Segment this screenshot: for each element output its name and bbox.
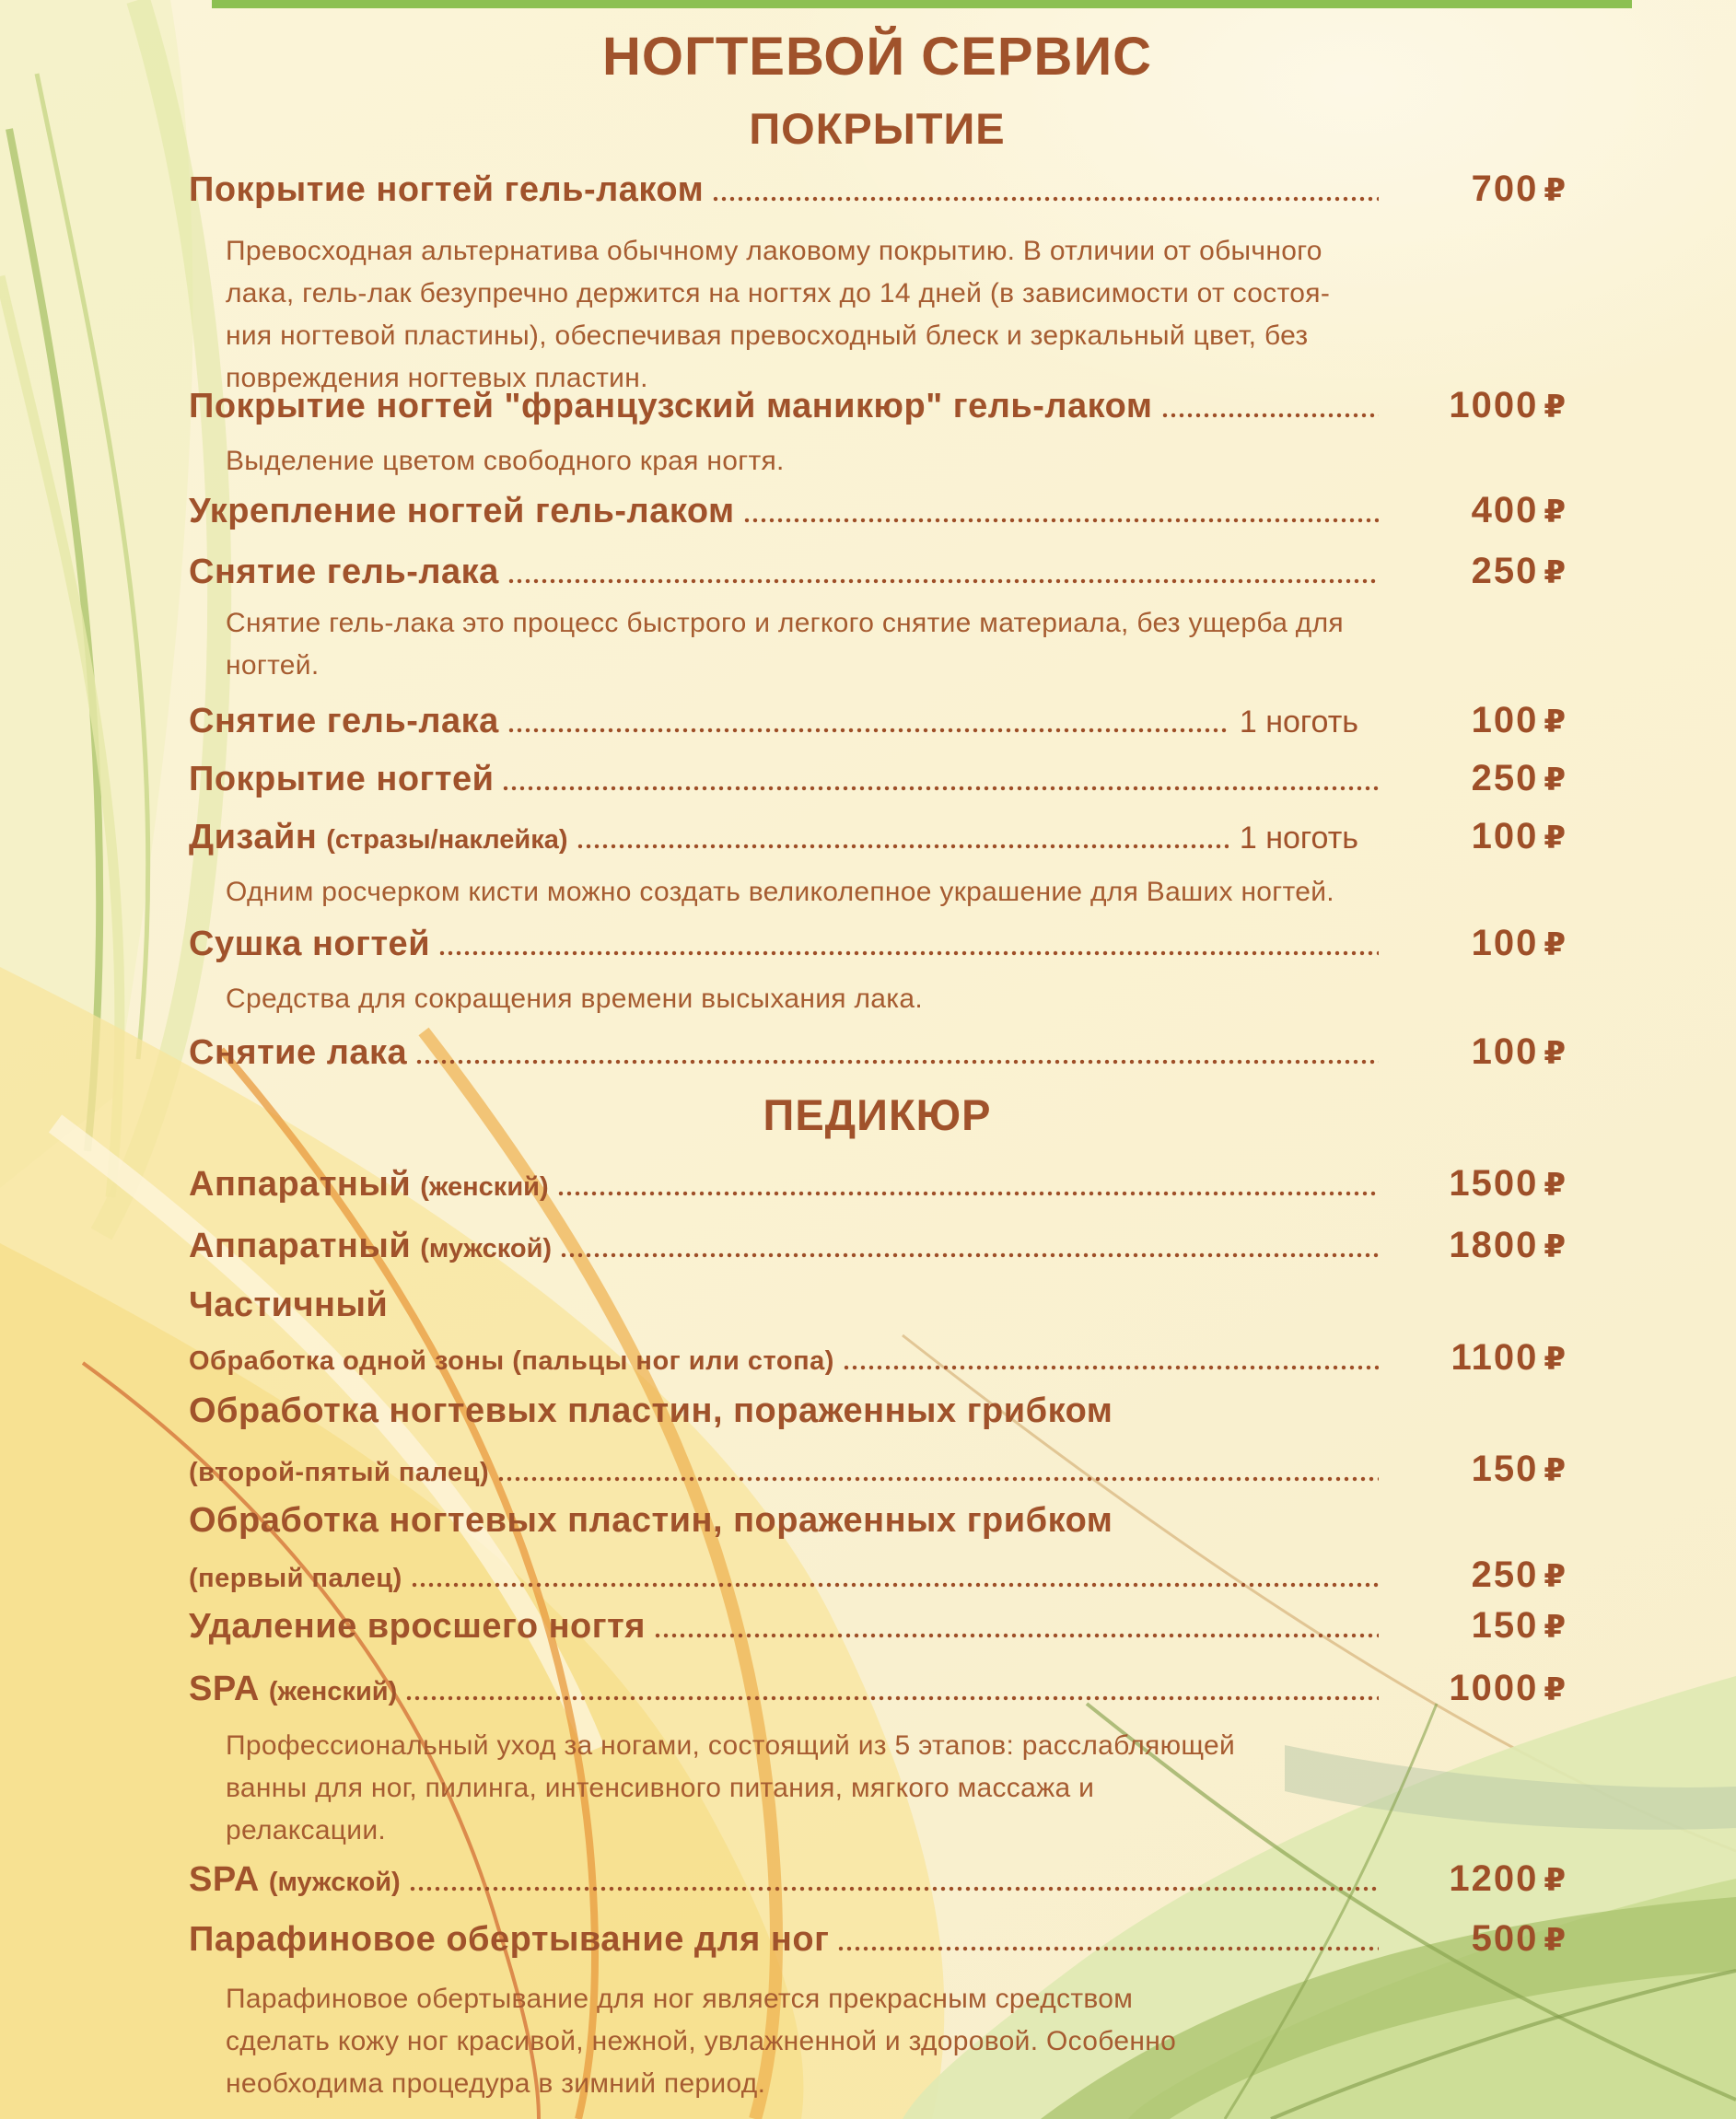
ruble-sign: ₽: [1544, 1609, 1566, 1646]
menu-item-row: [189, 551, 1566, 592]
item-qualifier: (мужской): [268, 1868, 401, 1897]
price-value: 1000: [1449, 1668, 1539, 1708]
ruble-sign: ₽: [1544, 1922, 1566, 1959]
menu-item-row: [189, 1918, 1566, 1960]
item-title: Обработка ногтевых пластин, пораженных грибком: [189, 1501, 1113, 1540]
dotted-leader: [412, 1582, 1379, 1588]
item-price: [1386, 1858, 1566, 1900]
item-price: [1386, 816, 1566, 857]
dotted-leader: [713, 196, 1379, 202]
description-line: ванны для ног, пилинга, интенсивного питания, мягкого массажа и: [226, 1773, 1095, 1803]
ruble-sign: ₽: [1544, 389, 1566, 425]
price-value: 100: [1471, 1031, 1539, 1072]
price-value: 100: [1471, 700, 1539, 740]
dotted-leader: [838, 1946, 1379, 1951]
price-value: 1800: [1449, 1225, 1539, 1265]
item-description: [226, 1978, 1354, 2105]
price-value: 100: [1471, 923, 1539, 963]
menu-item-row: [189, 758, 1566, 799]
menu-item-row: [189, 1391, 1566, 1431]
dotted-leader: [558, 1191, 1379, 1196]
menu-item-subrow: [189, 1554, 1566, 1596]
description-line: релаксации.: [226, 1815, 387, 1845]
item-title: Укрепление ногтей гель-лаком: [189, 492, 735, 530]
item-title: Дизайн: [189, 818, 318, 856]
price-value: 1000: [1449, 385, 1539, 425]
dotted-leader: [577, 844, 1229, 849]
item-description: [226, 1725, 1354, 1852]
section-heading-coating: ПОКРЫТИЕ: [749, 104, 1006, 153]
menu-item-row: [189, 385, 1566, 426]
item-description: [226, 871, 1354, 914]
dotted-leader: [744, 518, 1379, 523]
description-line: Выделение цветом свободного края ногтя.: [226, 446, 785, 476]
price-value: 500: [1471, 1918, 1539, 1959]
dotted-leader: [508, 578, 1379, 584]
item-title: Снятие лака: [189, 1033, 408, 1072]
item-title: Аппаратный: [189, 1227, 412, 1265]
menu-item-row: [189, 1668, 1566, 1709]
item-price: [1386, 1605, 1566, 1647]
item-qualifier: (стразы/наклейка): [326, 825, 568, 855]
item-price: [1386, 490, 1566, 531]
price-value: 250: [1471, 551, 1539, 591]
item-price: [1386, 700, 1566, 741]
dotted-leader: [503, 786, 1379, 791]
price-value: 400: [1471, 490, 1539, 530]
menu-item-row: [189, 700, 1566, 741]
item-title: SPA: [189, 1670, 260, 1708]
description-line: повреждения ногтевых пластин.: [226, 363, 648, 393]
ruble-sign: ₽: [1544, 172, 1566, 209]
item-title: Покрытие ногтей гель-лаком: [189, 170, 705, 209]
description-line: Превосходная альтернатива обычному лаковому покрытию. В отличии от обычного: [226, 236, 1322, 266]
menu-item-subrow: [189, 1337, 1566, 1379]
description-line: Парафиновое обертывание для ног является прекрасным средством: [226, 1984, 1134, 2014]
ruble-sign: ₽: [1544, 1035, 1566, 1072]
menu-item-row: [189, 1858, 1566, 1900]
description-line: ногтей.: [226, 650, 320, 681]
description-line: Средства для сокращения времени высыхания лака.: [226, 984, 923, 1014]
dotted-leader: [561, 1252, 1379, 1258]
price-value: 250: [1471, 758, 1539, 798]
item-title: Сушка ногтей: [189, 925, 431, 963]
price-value: 1200: [1449, 1858, 1539, 1899]
page-title: НОГТЕВОЙ СЕРВИС: [601, 27, 1153, 87]
item-price: [1386, 1668, 1566, 1709]
item-price: [1386, 385, 1566, 426]
dotted-leader: [439, 950, 1379, 956]
description-line: лака, гель-лак безупречно держится на ногтях до 14 дней (в зависимости от состоя-: [226, 278, 1331, 309]
dotted-leader: [410, 1886, 1379, 1892]
ruble-sign: ₽: [1544, 762, 1566, 798]
item-subline: Обработка одной зоны (пальцы ног или стопа): [189, 1346, 834, 1376]
item-price: [1386, 1554, 1566, 1596]
ruble-sign: ₽: [1544, 1862, 1566, 1899]
item-subline: (первый палец): [189, 1564, 402, 1593]
item-qualifier: (мужской): [420, 1234, 553, 1263]
menu-item-row: [189, 1605, 1566, 1647]
item-qualifier: (женский): [420, 1172, 549, 1202]
description-line: Профессиональный уход за ногами, состоящий из 5 этапов: расслабляющей: [226, 1730, 1236, 1761]
dotted-leader: [498, 1476, 1379, 1482]
item-unit: 1 ноготь: [1239, 704, 1358, 739]
menu-item-row: [189, 169, 1566, 210]
dotted-leader: [844, 1365, 1379, 1370]
dotted-leader: [406, 1695, 1379, 1701]
item-description: [226, 978, 1354, 1020]
dotted-leader: [508, 728, 1229, 733]
dotted-leader: [416, 1059, 1379, 1065]
item-title: Удаление вросшего ногтя: [189, 1607, 646, 1646]
item-title: Парафиновое обертывание для ног: [189, 1920, 830, 1959]
price-value: 100: [1471, 816, 1539, 856]
menu-item-row: [189, 490, 1566, 531]
item-price: [1386, 1449, 1566, 1490]
ruble-sign: ₽: [1544, 554, 1566, 591]
price-value: 250: [1471, 1554, 1539, 1595]
ruble-sign: ₽: [1544, 1228, 1566, 1265]
price-value: 1100: [1451, 1337, 1539, 1378]
item-description: [226, 230, 1354, 400]
item-price: [1386, 551, 1566, 592]
ruble-sign: ₽: [1544, 1558, 1566, 1595]
ruble-sign: ₽: [1544, 1341, 1566, 1378]
menu-item-subrow: [189, 1449, 1566, 1490]
ruble-sign: ₽: [1544, 820, 1566, 856]
menu-item-row: [189, 1286, 1566, 1325]
item-title: Покрытие ногтей: [189, 760, 495, 798]
ruble-sign: ₽: [1544, 704, 1566, 740]
menu-item-row: [189, 1163, 1566, 1205]
ruble-sign: ₽: [1544, 1167, 1566, 1204]
menu-item-row: [189, 1031, 1566, 1073]
ruble-sign: ₽: [1544, 1671, 1566, 1708]
item-title: Обработка ногтевых пластин, пораженных грибком: [189, 1391, 1113, 1430]
description-line: сделать кожу ног красивой, нежной, увлажненной и здоровой. Особенно: [226, 2026, 1177, 2056]
item-price: [1386, 1337, 1566, 1379]
item-subline: (второй-пятый палец): [189, 1458, 490, 1487]
item-price: [1386, 1918, 1566, 1960]
item-unit: 1 ноготь: [1239, 821, 1358, 856]
item-price: [1386, 923, 1566, 964]
item-description: [226, 602, 1354, 687]
item-price: [1386, 1225, 1566, 1266]
item-description: [226, 440, 1354, 483]
description-line: Одним росчерком кисти можно создать великолепное украшение для Ваших ногтей.: [226, 877, 1334, 907]
menu-item-row: [189, 1225, 1566, 1266]
price-value: 1500: [1449, 1163, 1539, 1204]
section-heading-pedicure: ПЕДИКЮР: [763, 1090, 992, 1139]
dotted-leader: [655, 1633, 1379, 1638]
description-line: Снятие гель-лака это процесс быстрого и легкого снятие материала, без ущерба для: [226, 608, 1344, 638]
dotted-leader: [1162, 413, 1380, 418]
ruble-sign: ₽: [1544, 926, 1566, 963]
menu-item-row: [189, 816, 1566, 857]
item-price: [1386, 1031, 1566, 1073]
price-list: [189, 0, 1566, 2119]
ruble-sign: ₽: [1544, 494, 1566, 530]
ruble-sign: ₽: [1544, 1452, 1566, 1489]
item-title: SPA: [189, 1860, 260, 1899]
item-qualifier: (женский): [268, 1677, 398, 1706]
description-line: необходима процедура в зимний период.: [226, 2068, 766, 2099]
item-title: Снятие гель-лака: [189, 702, 499, 740]
item-title: Покрытие ногтей "французский маникюр" гель-лаком: [189, 387, 1153, 425]
item-price: [1386, 169, 1566, 210]
price-value: 700: [1471, 169, 1539, 209]
price-value: 150: [1471, 1449, 1539, 1489]
item-title: Частичный: [189, 1286, 389, 1324]
description-line: ния ногтевой пластины), обеспечивая превосходный блеск и зеркальный цвет, без: [226, 320, 1309, 351]
item-price: [1386, 758, 1566, 799]
item-title: Снятие гель-лака: [189, 553, 499, 591]
menu-item-row: [189, 1501, 1566, 1541]
item-title: Аппаратный: [189, 1165, 412, 1204]
price-value: 150: [1471, 1605, 1539, 1646]
item-price: [1386, 1163, 1566, 1205]
menu-item-row: [189, 923, 1566, 964]
